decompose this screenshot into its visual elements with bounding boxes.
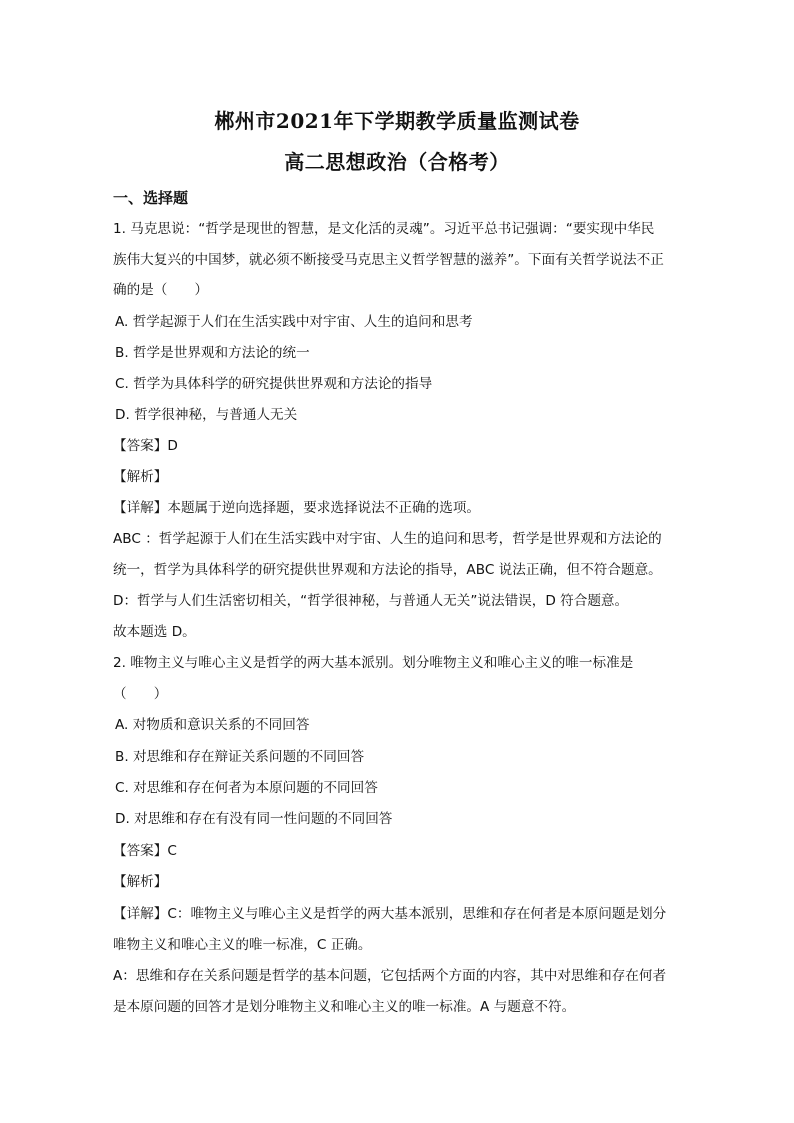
q1-option-c: C. 哲学为具体科学的研究提供世界观和方法论的指导: [115, 376, 433, 392]
q1-option-a: A. 哲学起源于人们在生活实践中对宇宙、人生的追问和思考: [115, 314, 473, 330]
q2-stem-line-2: （ ）: [113, 686, 168, 702]
q2-detail-line-4: 是本原问题的回答才是划分唯物主义和唯心主义的唯一标准。A 与题意不符。: [113, 999, 576, 1015]
q2-option-d: D. 对思维和存在有没有同一性问题的不同回答: [115, 811, 393, 827]
section-heading: 一、选择题: [113, 189, 189, 207]
exam-title: 郴州市2021年下学期教学质量监测试卷: [214, 109, 580, 133]
q2-detail-line-1: 【详解】C：唯物主义与唯心主义是哲学的两大基本派别，思维和存在何者是本原问题是划分: [113, 906, 667, 922]
q1-stem-line-3: 确的是（ ）: [113, 282, 209, 298]
q2-option-c: C. 对思维和存在何者为本原问题的不同回答: [115, 780, 378, 796]
q2-option-a: A. 对物质和意识关系的不同回答: [115, 717, 310, 733]
q1-option-b: B. 哲学是世界观和方法论的统一: [115, 345, 310, 361]
q1-stem-line-1: 1. 马克思说：“哲学是现世的智慧，是文化活的灵魂”。习近平总书记强调：“要实现中华民: [113, 221, 655, 237]
q2-detail-line-2: 唯物主义和唯心主义的唯一标准，C 正确。: [113, 937, 372, 953]
q2-analysis-label: 【解析】: [113, 874, 168, 890]
q2-detail-line-3: A：思维和存在关系问题是哲学的基本问题，它包括两个方面的内容，其中对思维和存在何者: [113, 968, 667, 984]
q1-detail-line-2: ABC ：哲学起源于人们在生活实践中对宇宙、人生的追问和思考，哲学是世界观和方法论的: [113, 531, 662, 547]
q1-detail-line-4: D：哲学与人们生活密切相关，“哲学很神秘，与普通人无关”说法错误，D 符合题意。: [113, 593, 629, 609]
q1-detail-line-1: 【详解】本题属于逆向选择题，要求选择说法不正确的选项。: [113, 500, 481, 516]
q2-stem-line-1: 2. 唯物主义与唯心主义是哲学的两大基本派别。划分唯物主义和唯心主义的唯一标准是: [113, 655, 634, 671]
q1-analysis-label: 【解析】: [113, 469, 168, 485]
q1-option-d: D. 哲学很神秘，与普通人无关: [115, 407, 298, 423]
q1-detail-line-3: 统一，哲学为具体科学的研究提供世界观和方法论的指导，ABC 说法正确，但不符合题意。: [113, 562, 662, 578]
q2-answer: 【答案】C: [113, 843, 177, 859]
q2-option-b: B. 对思维和存在辩证关系问题的不同回答: [115, 749, 365, 765]
q1-stem-line-2: 族伟大复兴的中国梦，就必须不断接受马克思主义哲学智慧的滋养”。下面有关哲学说法不正: [113, 252, 664, 268]
q1-answer: 【答案】D: [113, 438, 178, 454]
exam-subtitle: 高二思想政治（合格考）: [284, 150, 510, 174]
q1-detail-line-5: 故本题选 D。: [113, 624, 196, 640]
